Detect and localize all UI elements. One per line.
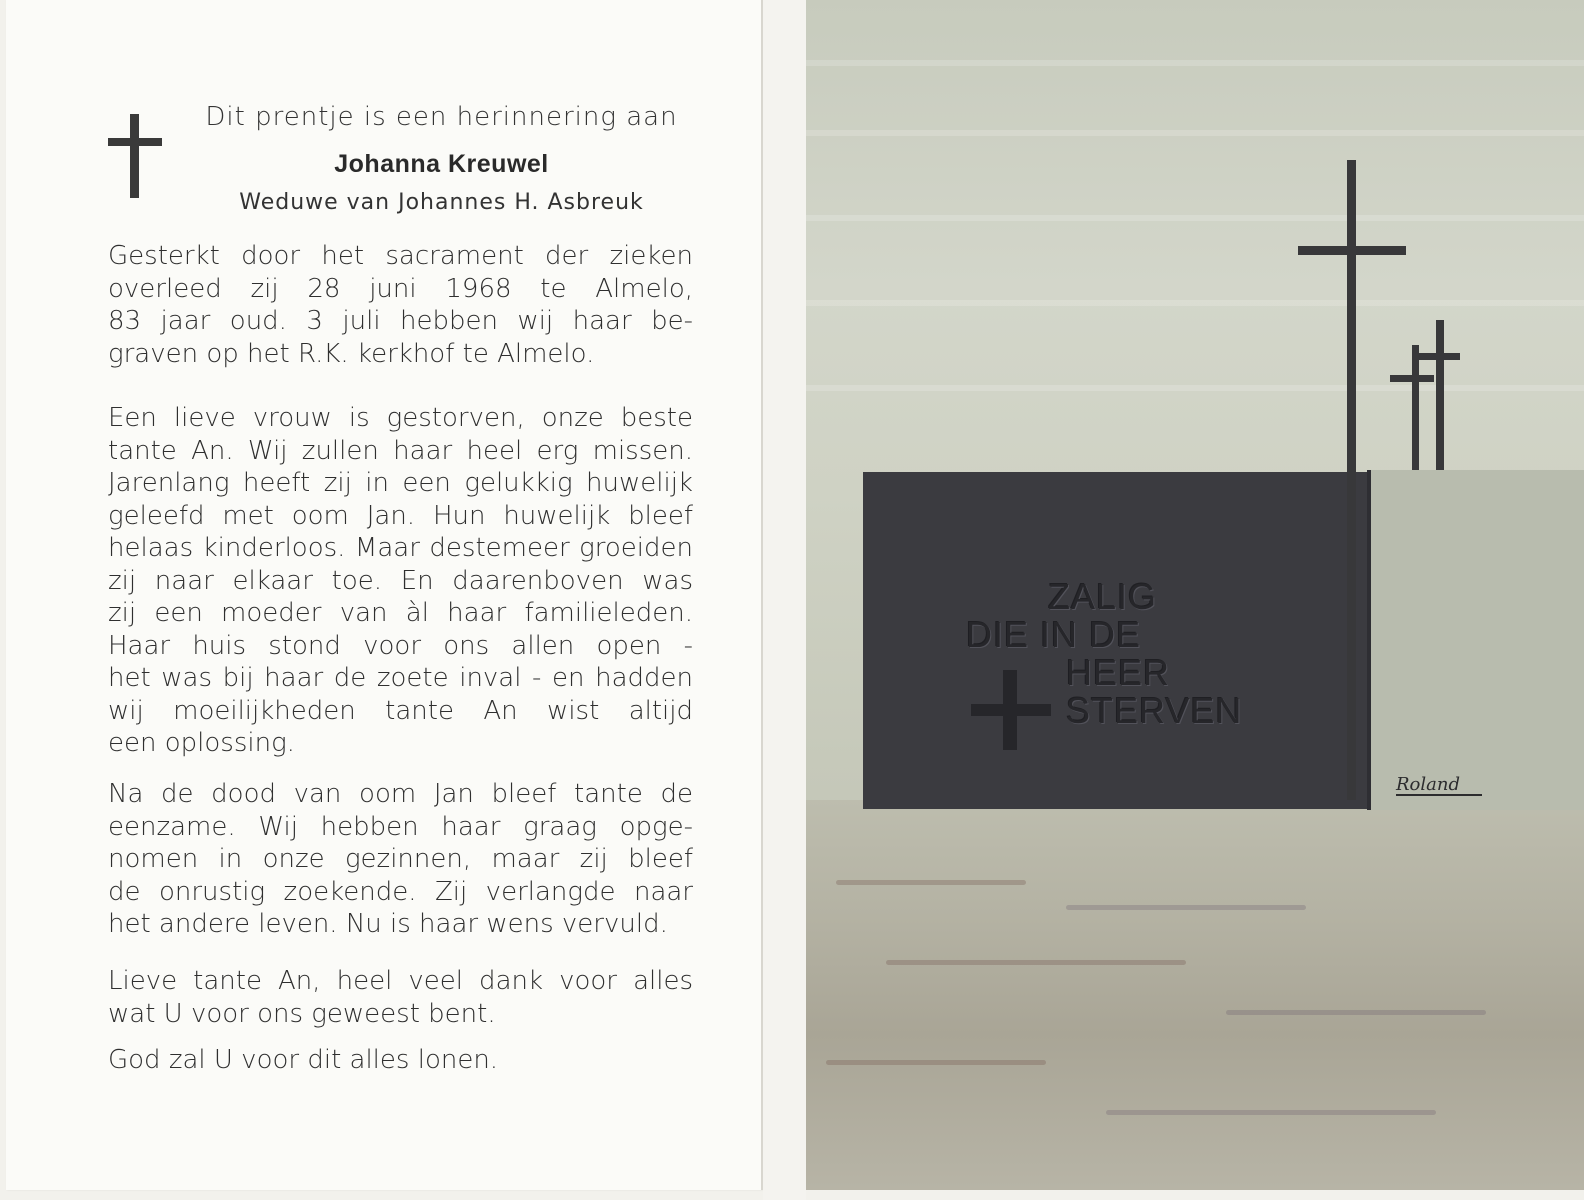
memorial-text-card — [6, 0, 763, 1190]
sky-streak — [806, 385, 1584, 391]
text-line: het was bij haar de zoete inval - en hadden — [108, 663, 693, 693]
paragraph-closing — [108, 1044, 693, 1077]
text-line: Haar huis stond voor ons allen open - — [108, 630, 693, 661]
intro-text: Dit prentje is een herinnering aan — [205, 102, 678, 132]
text-line: helaas kinderloos. Maar destemeer groeiden — [108, 533, 693, 563]
ground-mark — [836, 880, 1026, 885]
text-line: wat U voor ons geweest bent. — [108, 998, 496, 1029]
tall-cross-icon — [1347, 160, 1356, 800]
paragraph-loneliness — [108, 778, 693, 941]
inscription-line: STERVEN — [1066, 690, 1243, 731]
sky-streak — [806, 215, 1584, 221]
cross-icon — [108, 114, 162, 198]
text-line: tante An. Wij zullen haar heel erg missen. — [108, 435, 693, 466]
text-line: een oplossing. — [108, 728, 295, 758]
text-line: God zal U voor dit alles lonen. — [108, 1045, 499, 1075]
small-cross-bar — [1390, 375, 1434, 382]
ground — [806, 800, 1584, 1190]
ground-mark — [1226, 1010, 1486, 1015]
small-cross-bar — [1414, 353, 1460, 360]
text-line: Na de dood van oom Jan bleef tante de — [108, 779, 693, 809]
ground-mark — [826, 1060, 1046, 1065]
sky-streak — [806, 130, 1584, 136]
text-line: het andere leven. Nu is haar wens vervuld. — [108, 909, 668, 939]
ground-mark — [886, 960, 1186, 965]
inscription-line: DIE IN DE — [966, 614, 1142, 655]
text-line: graven op het R.K. kerkhof te Almelo. — [108, 338, 595, 369]
light-slab — [1371, 470, 1584, 810]
inscription-line: ZALIG — [1048, 576, 1158, 617]
text-line: overleed zij 28 juni 1968 te Almelo, — [108, 273, 693, 304]
small-cross-icon — [1412, 345, 1419, 470]
text-line: 83 jaar oud. 3 juli hebben wij haar be- — [108, 306, 693, 336]
sky-streak — [806, 60, 1584, 66]
text-line: nomen in onze gezinnen, maar zij bleef — [108, 844, 693, 874]
sky-streak — [806, 300, 1584, 306]
text-line: eenzame. Wij hebben haar graag opge- — [108, 811, 693, 842]
paragraph-tribute — [108, 402, 693, 760]
text-line: zij een moeder van àl haar familieleden. — [108, 598, 693, 628]
text-line: Gesterkt door het sacrament der zieken — [108, 241, 693, 271]
artist-signature: Roland — [1396, 776, 1482, 796]
paragraph-death-notice — [108, 240, 693, 370]
slab-edge — [1367, 470, 1371, 810]
tall-cross-bar — [1298, 246, 1406, 255]
text-line: Een lieve vrouw is gestorven, onze beste — [108, 403, 693, 433]
slab-cross-icon — [971, 670, 1051, 750]
text-line: wij moeilijkheden tante An wist altijd — [108, 695, 693, 726]
text-line: geleefd met oom Jan. Hun huwelijk bleef — [108, 500, 693, 531]
text-line: zij naar elkaar toe. En daarenboven was — [108, 565, 693, 596]
ground-mark — [1106, 1110, 1436, 1115]
paragraph-thanks — [108, 965, 693, 1030]
small-cross-icon — [1436, 320, 1444, 470]
memorial-image-card — [806, 0, 1584, 1190]
deceased-name: Johanna Kreuwel — [334, 150, 549, 178]
ground-mark — [1066, 905, 1306, 910]
inscription-line: HEER — [1066, 652, 1171, 693]
text-line: Lieve tante An, heel veel dank voor alles — [108, 966, 693, 996]
text-line: de onrustig zoekende. Zij verlangde naar — [108, 876, 693, 907]
text-line: Jarenlang heeft zij in een gelukkig huwelijk — [108, 468, 693, 498]
widow-line: Weduwe van Johannes H. Asbreuk — [239, 190, 644, 215]
card-gap — [763, 0, 806, 1200]
